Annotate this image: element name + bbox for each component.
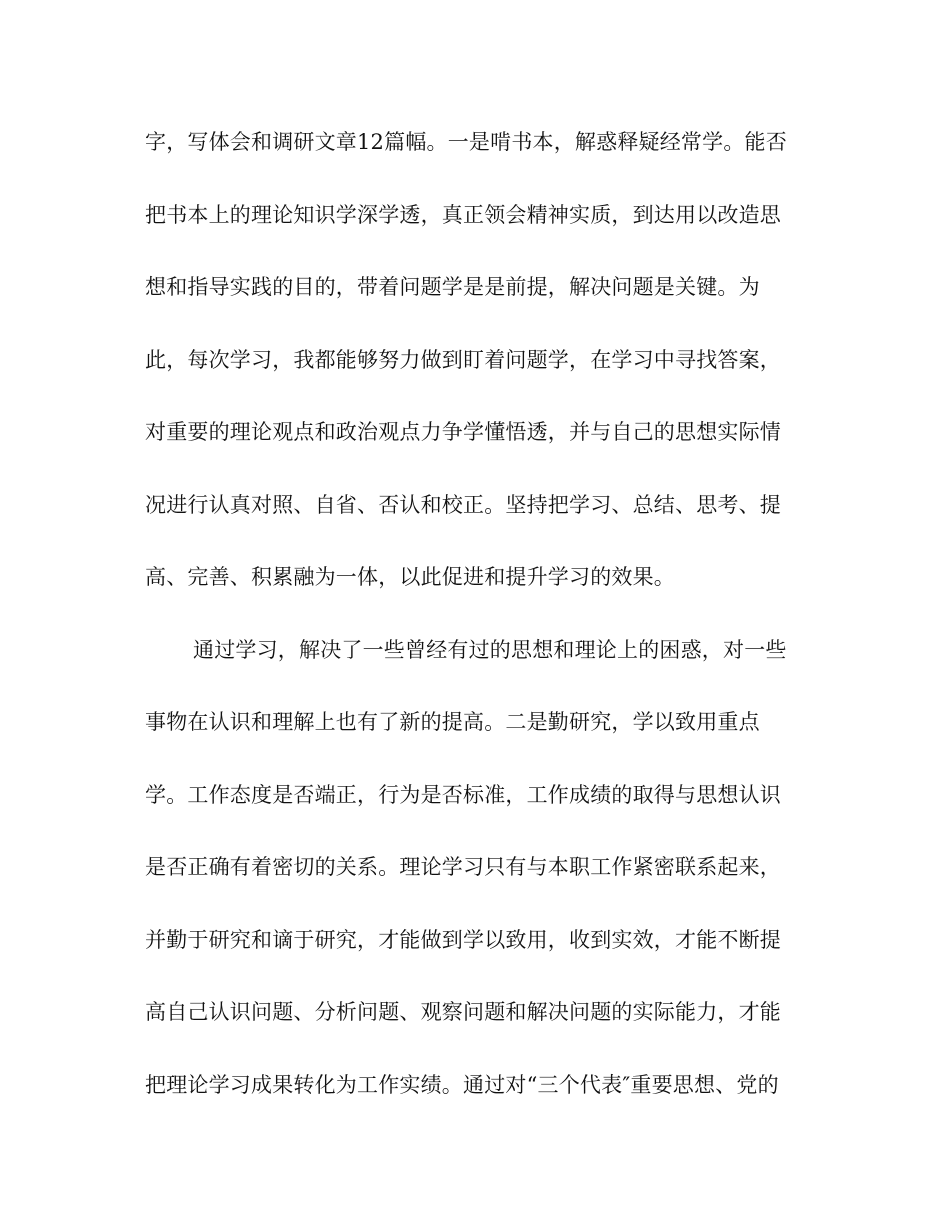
text-line: 对重要的理论观点和政治观点力争学懂悟透，并与自己的思想实际情 (145, 420, 781, 444)
text-line: 况进行认真对照、自省、否认和校正。坚持把学习、总结、思考、提 (145, 492, 781, 517)
text-line: 把理论学习成果转化为工作实绩。通过对“三个代表″重要思想、党的 (145, 1072, 779, 1097)
text-line: 字，写体会和调研文章12篇幅。一是啃书本，解惑释疑经常学。能否 (145, 130, 787, 154)
text-line: 高、完善、积累融为一体，以此促进和提升学习的效果。 (145, 565, 675, 589)
body-text (145, 124, 815, 1139)
text-line: 想和指导实践的目的，带着问题学是是前提，解决问题是关键。为 (145, 275, 760, 299)
text-line: 事物在认识和理解上也有了新的提高。二是勤研究，学以致用重点 (145, 710, 760, 734)
text-line: 并勤于研究和谪于研究，才能做到学以致用，收到实效，才能不断提 (145, 927, 781, 952)
text-line: 学。工作态度是否端正，行为是否标准，工作成绩的取得与思想认识 (145, 782, 781, 807)
text-line: 此，每次学习，我都能够努力做到盯着问题学，在学习中寻找答案， (145, 347, 781, 372)
text-line: 把书本上的理论知识学深学透，真正领会精神实质，到达用以改造思 (145, 202, 781, 227)
text-line: 是否正确有着密切的关系。理论学习只有与本职工作紧密联系起来， (145, 855, 781, 879)
text-line: 高自己认识问题、分析问题、观察问题和解决问题的实际能力，才能 (145, 1000, 781, 1024)
paragraph-first-line: 通过学习，解决了一些曾经有过的思想和理论上的困惑，对一些 (193, 637, 787, 662)
